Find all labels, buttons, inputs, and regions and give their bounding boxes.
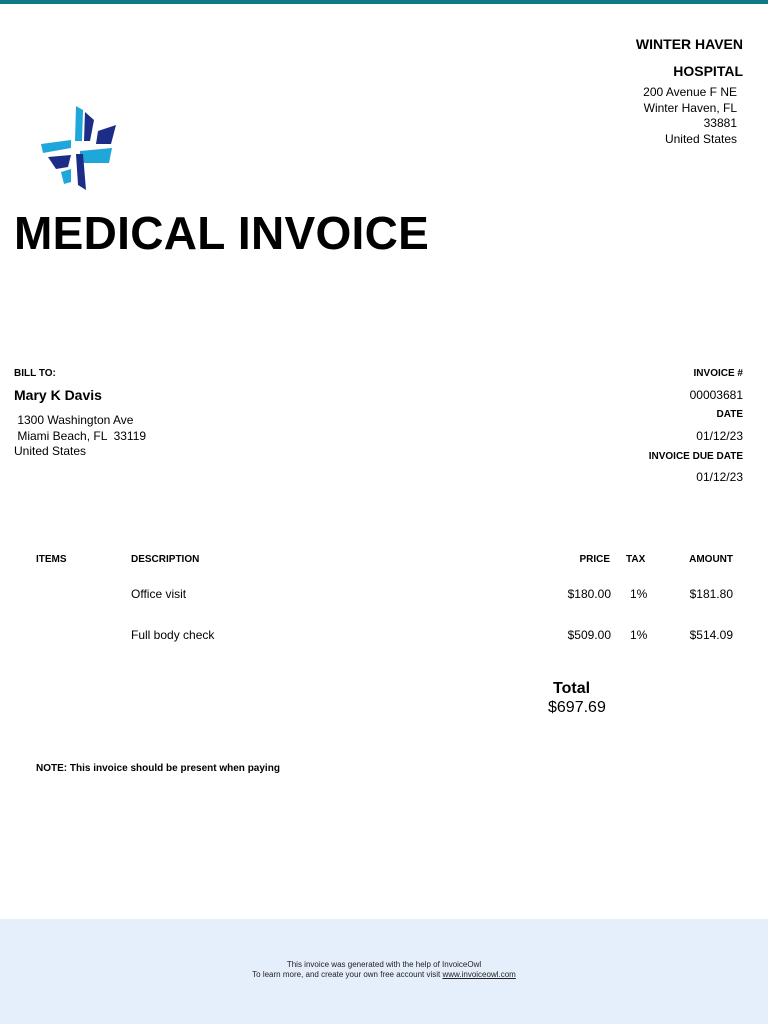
row-tax: 1% — [630, 628, 648, 642]
customer-address — [14, 413, 146, 460]
hospital-address-line: Winter Haven, FL — [643, 100, 737, 115]
invoiceowl-link[interactable]: www.invoiceowl.com — [442, 970, 516, 979]
invoice-date: 01/12/23 — [696, 429, 743, 444]
column-header-price: PRICE — [579, 554, 610, 565]
customer-address-line: Miami Beach, FL 33119 — [14, 428, 147, 443]
invoice-number: 00003681 — [689, 387, 743, 402]
column-header-description: DESCRIPTION — [131, 554, 200, 565]
hospital-name-line1: WINTER HAVEN — [635, 36, 743, 52]
row-description: Office visit — [131, 587, 187, 601]
total-label: Total — [553, 680, 591, 697]
row-tax: 1% — [630, 587, 648, 601]
invoice-note: NOTE: This invoice should be present when paying — [36, 763, 280, 774]
page-title: MEDICAL INVOICE — [14, 207, 430, 259]
hospital-address-line: 33881 — [703, 116, 737, 130]
footer-line2 — [0, 970, 768, 979]
invoice-due-date: 01/12/23 — [696, 470, 743, 485]
hospital-address-line: United States — [664, 131, 737, 146]
hospital-address-line: 200 Avenue F NE — [643, 85, 737, 99]
customer-address-line: 1300 Washington Ave — [14, 413, 134, 427]
column-header-amount: AMOUNT — [689, 554, 733, 565]
footer-line2-text: To learn more, and create your own free account visit — [252, 970, 443, 979]
column-header-tax: TAX — [626, 554, 646, 565]
column-header-items: ITEMS — [36, 554, 67, 565]
row-description: Full body check — [131, 628, 215, 642]
invoice-date-label: DATE — [716, 409, 743, 421]
total-value: $697.69 — [548, 699, 606, 716]
invoice-due-date-label: INVOICE DUE DATE — [648, 450, 743, 462]
top-accent-bar — [0, 0, 768, 4]
customer-address-line: United States — [14, 444, 87, 458]
row-amount: $514.09 — [689, 628, 733, 642]
invoice-number-label: INVOICE # — [693, 368, 743, 379]
invoice-meta — [543, 364, 743, 488]
row-price: $180.00 — [567, 587, 611, 601]
row-amount: $181.80 — [689, 587, 733, 601]
row-price: $509.00 — [567, 628, 611, 642]
medical-cross-logo-icon — [38, 104, 120, 192]
hospital-name — [493, 31, 743, 85]
hospital-address — [487, 85, 737, 147]
footer-line1: This invoice was generated with the help of InvoiceOwl — [286, 960, 482, 969]
hospital-name-line2: HOSPITAL — [673, 63, 743, 79]
customer-name: Mary K Davis — [14, 387, 102, 403]
footer — [0, 919, 768, 1024]
bill-to-label: BILL TO: — [14, 368, 56, 379]
